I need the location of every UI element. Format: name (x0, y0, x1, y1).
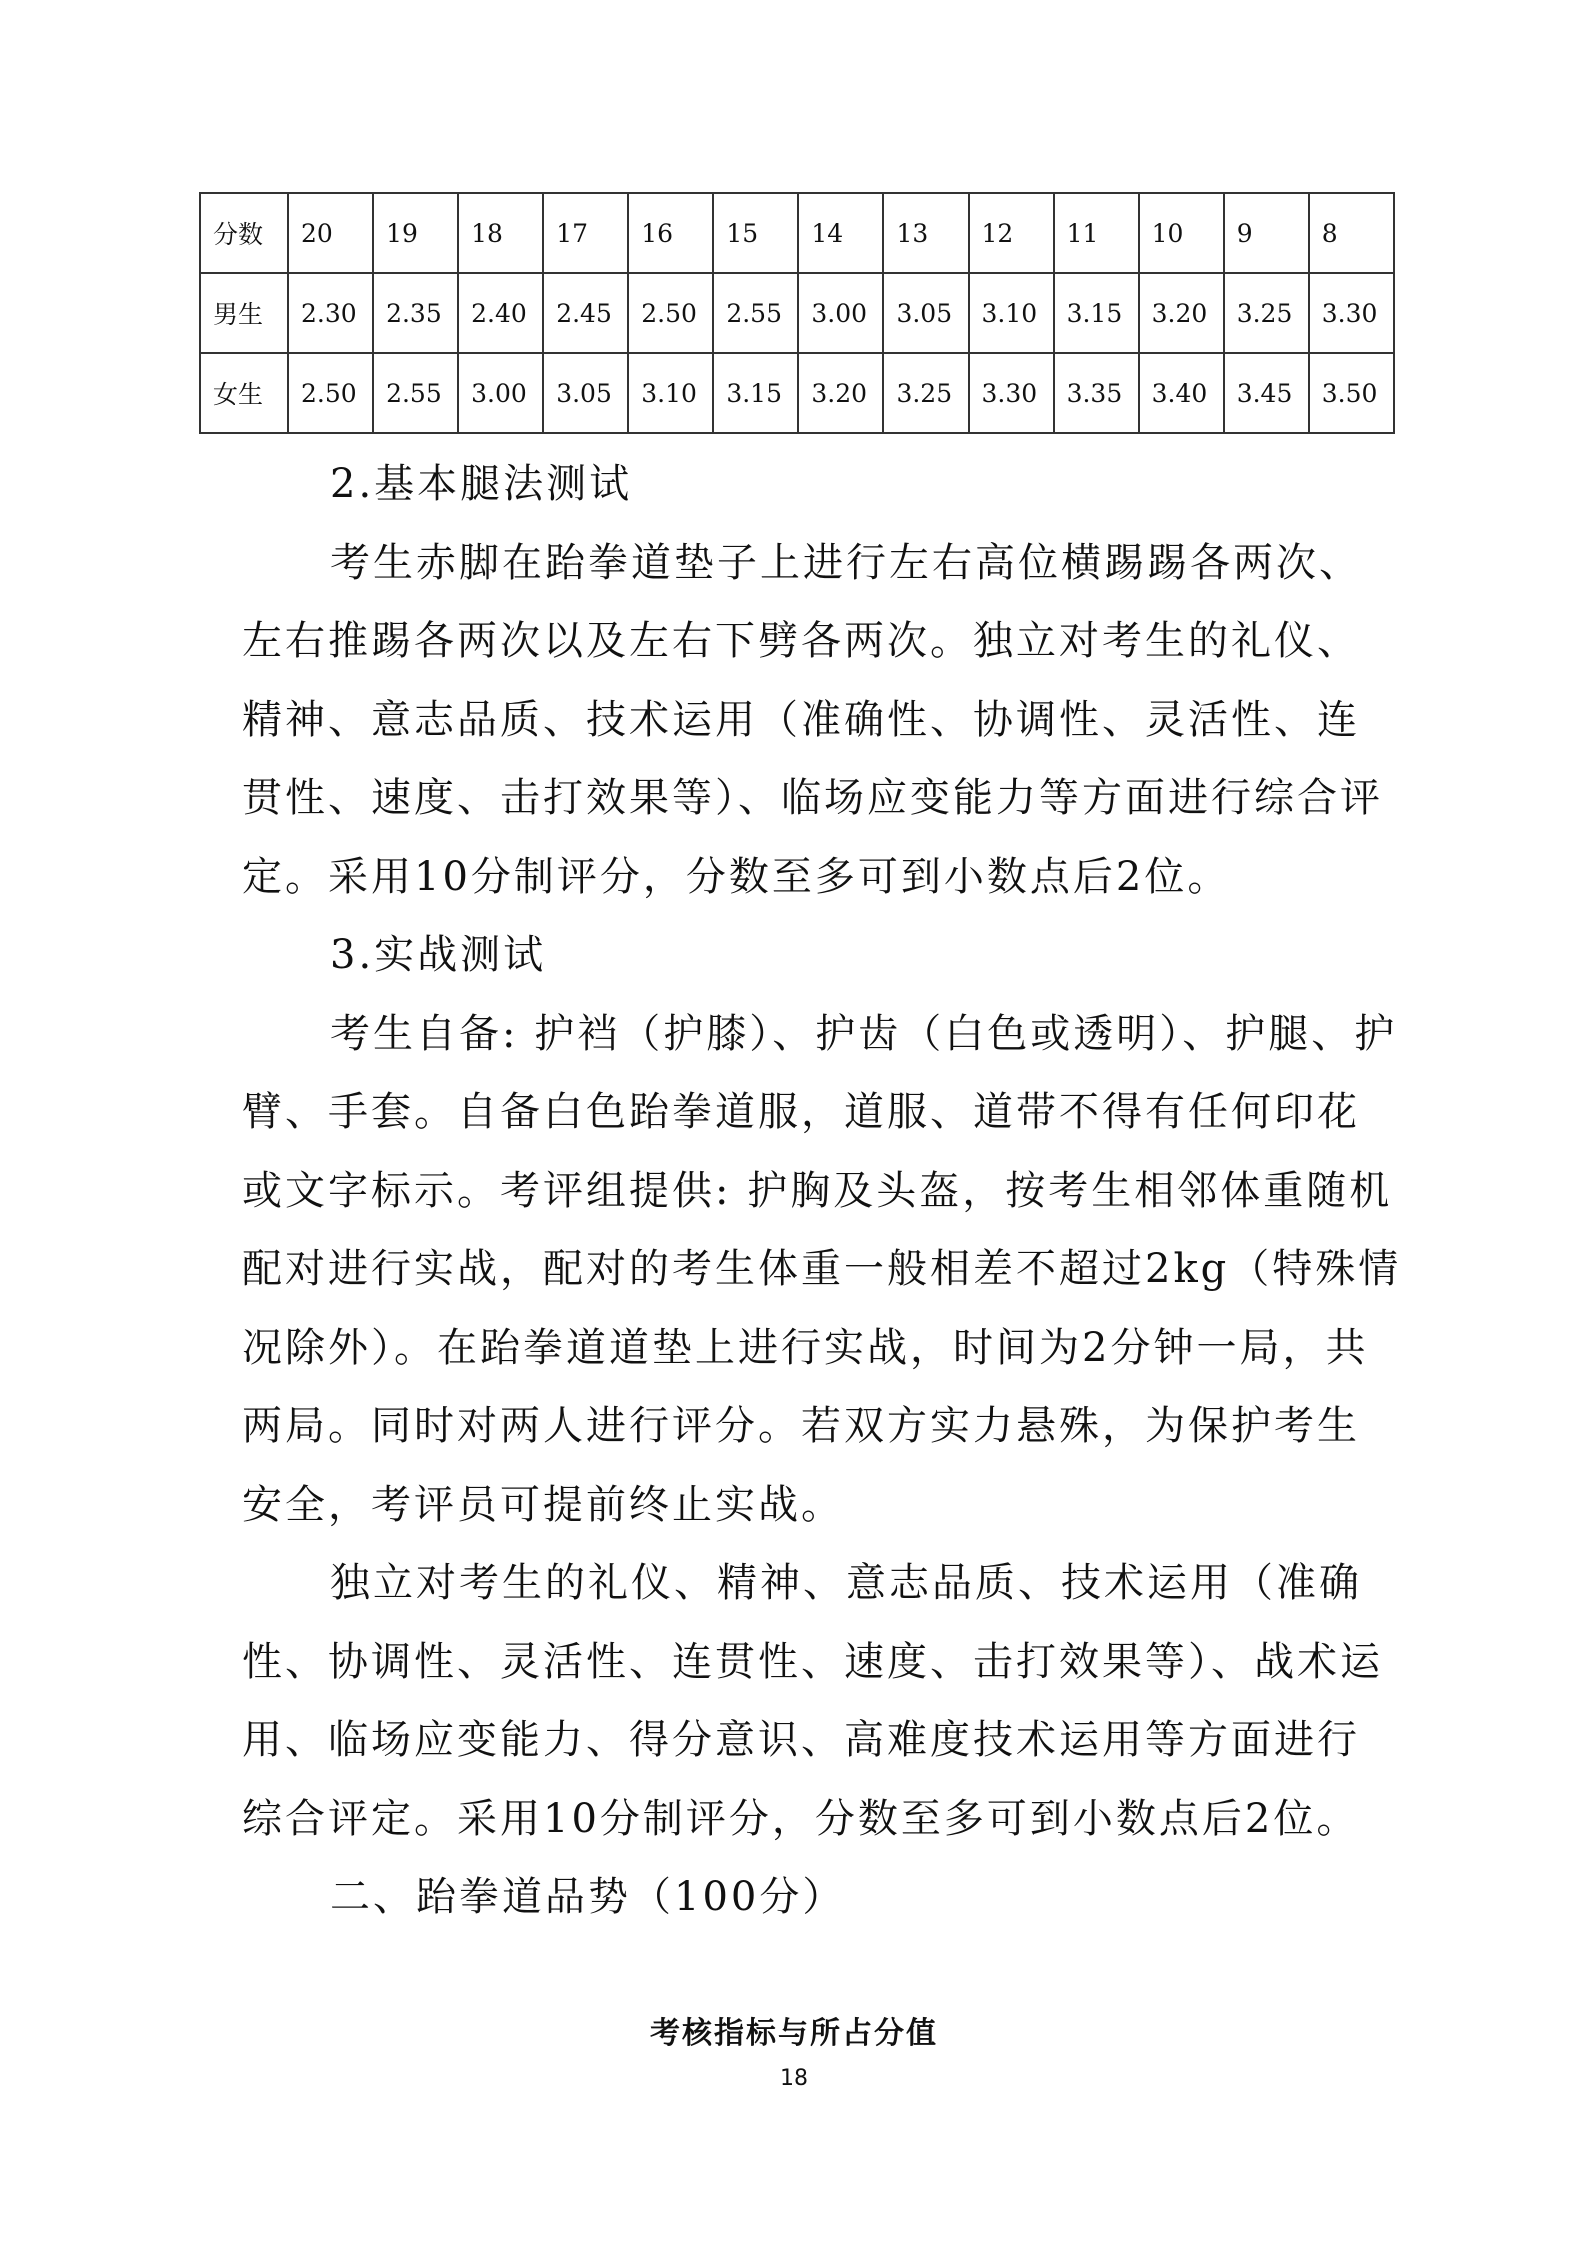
table-cell: 2.35 (373, 273, 458, 353)
table-caption: 考核指标与所占分值 (650, 2016, 938, 2051)
body-text (242, 445, 1402, 1937)
table-cell: 2.40 (458, 273, 543, 353)
table-cell: 2.55 (713, 273, 798, 353)
table-cell: 2.50 (628, 273, 713, 353)
paragraph: 独立对考生的礼仪、精神、意志品质、技术运用（准确性、协调性、灵活性、连贯性、速度、击打效果等）、战术运用、临场应变能力、得分意识、高难度技术运用等方面进行综合评定。采用10分制评分，分数至多可到小数点后2位。 (242, 1560, 1383, 1842)
paragraph: 2.基本腿法测试 (330, 461, 633, 507)
table-cell: 17 (543, 193, 628, 273)
table-cell: 2.55 (373, 353, 458, 433)
table-cell: 2.50 (288, 353, 373, 433)
table-cell: 8 (1309, 193, 1394, 273)
score-table (199, 192, 1395, 434)
table-cell: 3.40 (1139, 353, 1224, 433)
table-row (200, 353, 1394, 433)
table-cell: 3.30 (969, 353, 1054, 433)
table-cell: 3.30 (1309, 273, 1394, 353)
table-cell: 9 (1224, 193, 1309, 273)
table-cell: 19 (373, 193, 458, 273)
table-cell: 15 (713, 193, 798, 273)
table-row (200, 273, 1394, 353)
table-cell: 3.15 (1054, 273, 1139, 353)
table-cell: 3.45 (1224, 353, 1309, 433)
table-cell: 3.00 (798, 273, 883, 353)
table-cell: 3.35 (1054, 353, 1139, 433)
paragraph: 考生自备: 护裆（护膝）、护齿（白色或透明）、护腿、护臂、手套。自备白色跆拳道服，道服、道带不得有任何印花或文字标示。考评组提供: 护胸及头盔，按考生相邻体重随机配对进行实战，配对的考生体重一般相差不超过2kg（特殊情况除外）。在跆拳道道垫上进行实战，时间为2分钟一局，共两局。同时对两人进行评分。若双方实力悬殊，为保护考生安全，考评员可提前终止实战。 (242, 1010, 1402, 1528)
table-cell: 3.10 (969, 273, 1054, 353)
table-cell: 11 (1054, 193, 1139, 273)
table-cell: 18 (458, 193, 543, 273)
table-cell: 3.05 (543, 353, 628, 433)
table-cell: 13 (883, 193, 968, 273)
table-row (200, 193, 1394, 273)
row-label: 女生 (200, 353, 288, 433)
table-cell: 14 (798, 193, 883, 273)
paragraph: 3.实战测试 (330, 932, 547, 978)
paragraph: 考生赤脚在跆拳道垫子上进行左右高位横踢踢各两次、左右推踢各两次以及左右下劈各两次。独立对考生的礼仪、精神、意志品质、技术运用（准确性、协调性、灵活性、连贯性、速度、击打效果等）、临场应变能力等方面进行综合评定。采用10分制评分，分数至多可到小数点后2位。 (242, 539, 1383, 900)
table-cell: 3.20 (798, 353, 883, 433)
table-cell: 3.00 (458, 353, 543, 433)
table-cell: 3.10 (628, 353, 713, 433)
table-cell: 20 (288, 193, 373, 273)
table-cell: 3.50 (1309, 353, 1394, 433)
page-number: 18 (780, 2066, 808, 2091)
table-cell: 10 (1139, 193, 1224, 273)
table-cell: 3.05 (883, 273, 968, 353)
row-label: 分数 (200, 193, 288, 273)
table-cell: 3.15 (713, 353, 798, 433)
table-cell: 16 (628, 193, 713, 273)
row-label: 男生 (200, 273, 288, 353)
table-cell: 3.25 (1224, 273, 1309, 353)
table-cell: 2.45 (543, 273, 628, 353)
score-table-body (200, 193, 1394, 433)
table-cell: 3.25 (883, 353, 968, 433)
table-cell: 3.20 (1139, 273, 1224, 353)
table-cell: 2.30 (288, 273, 373, 353)
table-cell: 12 (969, 193, 1054, 273)
paragraph: 二、跆拳道品势（100分） (330, 1874, 846, 1920)
